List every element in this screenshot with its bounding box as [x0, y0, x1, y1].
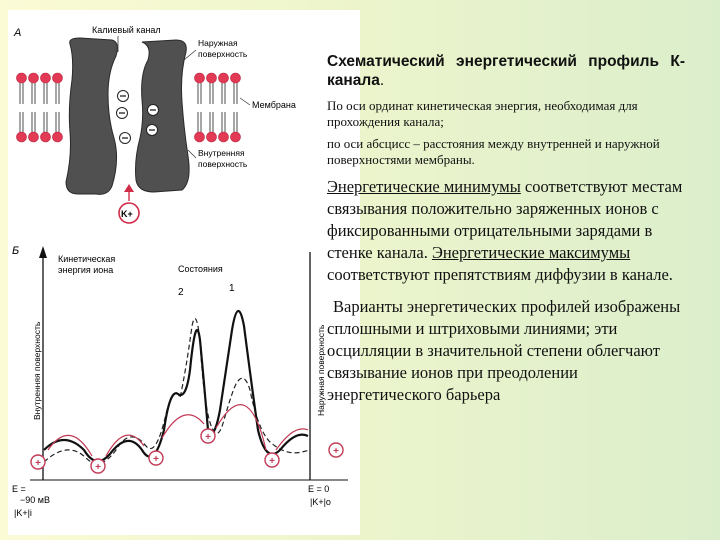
inner-potential-label	[12, 484, 50, 518]
ion-hop-arrows	[48, 405, 308, 456]
svg-text:+: +	[269, 456, 275, 467]
inner-surface-label	[198, 148, 248, 169]
membrane-lipids-right	[195, 73, 241, 142]
svg-text:поверхность: поверхность	[198, 159, 248, 169]
peak-label-2: 2	[178, 287, 184, 298]
channel-protein-left	[66, 38, 117, 194]
minima-maxima-paragraph: Энергетические минимумы соответствуют местам связывания положительно заряженных ионов с фиксированными отрицательными зарядами в стенке канала. Энергетические максимумы соответствуют препятствиям диффузии в канале.	[327, 177, 683, 284]
svg-text:|K+|i: |K+|i	[14, 508, 32, 518]
potassium-channel-figure	[8, 10, 360, 535]
left-axis-label: Внутренняя поверхность	[32, 321, 42, 420]
channel-label: Калиевый канал	[92, 25, 161, 35]
maxima-term: Энергетические максимумы	[431, 243, 631, 262]
y-axis-label	[58, 254, 115, 275]
svg-text:+: +	[35, 458, 41, 469]
description-text	[327, 52, 685, 406]
abscissa-note: по оси абсцисс – расстояния между внутренней и наружной поверхностями мембраны.	[327, 136, 660, 167]
svg-text:+: +	[333, 446, 339, 457]
right-axis-label: Наружная поверхность	[316, 324, 326, 416]
ordinate-note: По оси ординат кинетическая энергия, необходимая для прохождения канала;	[327, 98, 638, 129]
panel-a-channel	[13, 25, 296, 223]
panel-a-letter: А	[14, 27, 22, 39]
peak-label-1: 1	[229, 283, 235, 294]
outer-potential-label	[308, 484, 331, 507]
svg-text:E =: E =	[12, 484, 26, 494]
svg-text:Наружная: Наружная	[198, 38, 238, 48]
minima-term: Энергетические минимумы	[327, 177, 521, 196]
svg-text:−90 мВ: −90 мВ	[20, 495, 50, 505]
svg-text:поверхность: поверхность	[198, 49, 248, 59]
svg-text:Кинетическая: Кинетическая	[58, 254, 116, 264]
svg-text:|K+|o: |K+|o	[310, 497, 331, 507]
variants-paragraph: Варианты энергетических профилей изображены сплошными и штриховыми линиями; эти осцилляции в значительной степени облегчают связывание ионов при преодолении энергетического барьера	[327, 297, 681, 404]
channel-protein-right	[136, 40, 190, 192]
panel-b-letter: Б	[12, 245, 20, 257]
svg-text:K+: K+	[121, 209, 133, 219]
svg-text:+: +	[95, 462, 101, 473]
svg-text:энергия иона: энергия иона	[58, 265, 114, 275]
membrane-label: Мембрана	[252, 100, 296, 110]
page-title: Схематический энергетический профиль К-канала.	[327, 53, 685, 89]
svg-text:E = 0: E = 0	[308, 484, 330, 494]
potassium-ion	[119, 184, 139, 223]
svg-text:Внутренняя: Внутренняя	[198, 148, 245, 158]
svg-text:+: +	[205, 432, 211, 443]
panel-b-energy-profile	[12, 245, 348, 518]
energy-profile-solid	[44, 311, 308, 461]
outer-surface-label	[198, 38, 248, 59]
states-label: Состояния	[178, 264, 223, 274]
membrane-lipids-left	[17, 73, 63, 142]
energy-profile-dashed	[44, 319, 310, 464]
svg-text:+: +	[153, 454, 159, 465]
